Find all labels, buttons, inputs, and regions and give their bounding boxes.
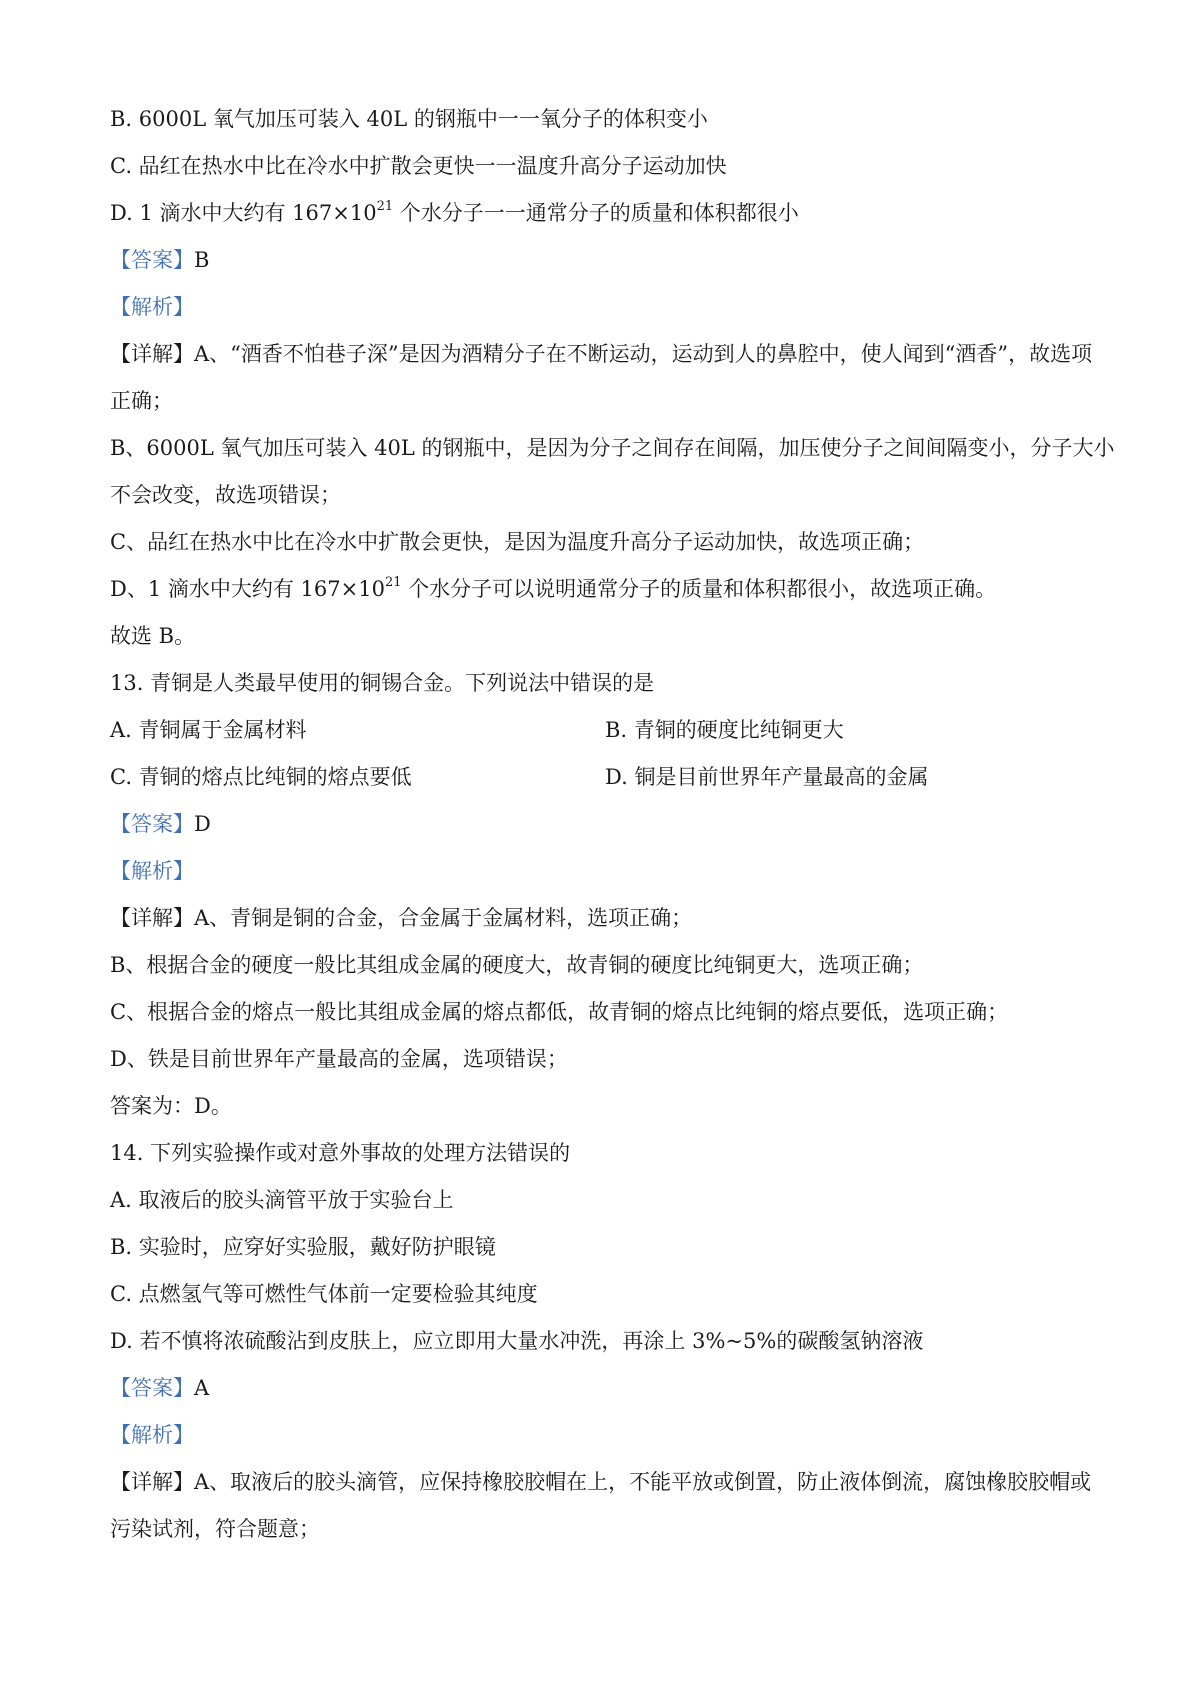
q13-options-row1 — [110, 707, 1100, 754]
q12-option-d — [110, 190, 1100, 237]
q13-detail-c: C、根据合金的熔点一般比其组成金属的熔点都低，故青铜的熔点比纯铜的熔点要低，选项正确； — [110, 1000, 1009, 1024]
q12-analysis-tag: 【解析】 — [110, 295, 194, 319]
q14-analysis-tag: 【解析】 — [110, 1423, 194, 1447]
q12-detail-b-line1: B、6000L 氧气加压可装入 40L 的钢瓶中，是因为分子之间存在间隔，加压使分子之间间隔变小，分子大小 — [110, 436, 1115, 460]
q12-detail-a-line2: 正确； — [110, 389, 173, 413]
q12-option-c: C. 品红在热水中比在冷水中扩散会更快一一温度升高分子运动加快 — [110, 154, 727, 178]
detail-tag: 【详解】 — [110, 906, 194, 930]
answer-value: D — [194, 812, 211, 836]
q13-detail-a — [110, 895, 1100, 942]
answer-value: A — [194, 1376, 210, 1400]
q12-option-b: B. 6000L 氧气加压可装入 40L 的钢瓶中一一氧分子的体积变小 — [110, 107, 708, 131]
q14-detail-a-line1 — [110, 1459, 1100, 1506]
q14-detail-a-line2: 污染试剂，符合题意； — [110, 1517, 320, 1541]
q14-option-a: A. 取液后的胶头滴管平放于实验台上 — [110, 1188, 454, 1212]
q12-detail-b-line2: 不会改变，故选项错误； — [110, 483, 341, 507]
q12-option-d-text-end: 个水分子一一通常分子的质量和体积都很小 — [393, 201, 799, 225]
q13-option-b: B. 青铜的硬度比纯铜更大 — [605, 718, 844, 742]
q13-stem: 13. 青铜是人类最早使用的铜锡合金。下列说法中错误的是 — [110, 671, 655, 695]
q13-detail-d: D、铁是目前世界年产量最高的金属，选项错误； — [110, 1047, 568, 1071]
q14-answer — [110, 1365, 1100, 1412]
q12-answer — [110, 237, 1100, 284]
q14-stem: 14. 下列实验操作或对意外事故的处理方法错误的 — [110, 1141, 571, 1165]
q13-analysis-tag: 【解析】 — [110, 859, 194, 883]
q12-option-d-exponent: 21 — [376, 199, 394, 214]
q13-option-d: D. 铜是目前世界年产量最高的金属 — [605, 765, 929, 789]
q13-option-a: A. 青铜属于金属材料 — [110, 718, 307, 742]
q12-detail-d — [110, 566, 1100, 613]
q13-option-c: C. 青铜的熔点比纯铜的熔点要低 — [110, 765, 412, 789]
q12-conclusion: 故选 B。 — [110, 624, 196, 648]
q13-options-row2 — [110, 754, 1100, 801]
q12-detail-d-text: D、1 滴水中大约有 167×10 — [110, 577, 385, 601]
detail-text: A、取液后的胶头滴管，应保持橡胶胶帽在上，不能平放或倒置，防止液体倒流，腐蚀橡胶胶帽或 — [194, 1470, 1092, 1494]
answer-tag: 【答案】 — [110, 812, 194, 836]
answer-tag: 【答案】 — [110, 1376, 194, 1400]
q13-detail-b: B、根据合金的硬度一般比其组成金属的硬度大，故青铜的硬度比纯铜更大，选项正确； — [110, 953, 924, 977]
answer-tag: 【答案】 — [110, 248, 194, 272]
q14-option-c: C. 点燃氢气等可燃性气体前一定要检验其纯度 — [110, 1282, 538, 1306]
q13-answer — [110, 801, 1100, 848]
detail-tag: 【详解】 — [110, 1470, 194, 1494]
detail-tag: 【详解】 — [110, 342, 194, 366]
q12-detail-d-exponent: 21 — [384, 575, 402, 590]
q12-option-d-text: D. 1 滴水中大约有 167×10 — [110, 201, 377, 225]
q12-detail-d-text-end: 个水分子可以说明通常分子的质量和体积都很小，故选项正确。 — [401, 577, 997, 601]
q14-option-d: D. 若不慎将浓硫酸沾到皮肤上，应立即用大量水冲洗，再涂上 3%~5%的碳酸氢钠溶液 — [110, 1329, 924, 1353]
q13-conclusion: 答案为：D。 — [110, 1094, 232, 1118]
detail-text: A、青铜是铜的合金，合金属于金属材料，选项正确； — [194, 906, 693, 930]
q12-detail-c: C、品红在热水中比在冷水中扩散会更快，是因为温度升高分子运动加快，故选项正确； — [110, 530, 925, 554]
q12-detail-a-line1 — [110, 331, 1100, 378]
q14-option-b: B. 实验时，应穿好实验服，戴好防护眼镜 — [110, 1235, 496, 1259]
answer-value: B — [194, 248, 210, 272]
detail-text: A、“酒香不怕巷子深”是因为酒精分子在不断运动，运动到人的鼻腔中，使人闻到“酒香”，故选项 — [194, 342, 1093, 366]
